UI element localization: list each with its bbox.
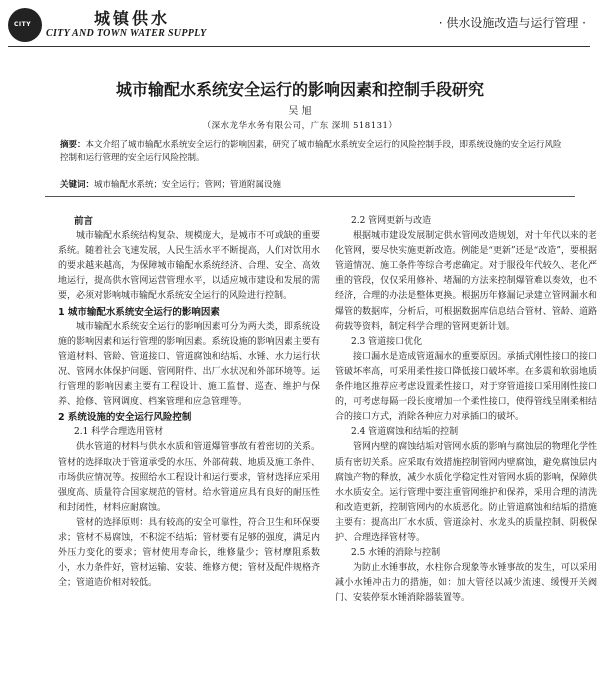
paragraph: 为防止水锤事故，水柱你合现象等水锤事故的发生，可以采用减小水锤冲击力的措施，如：加大管径以减少流速、缓慢开关阀门、安装停泵水锤消除器装置等。 bbox=[335, 563, 597, 604]
journal-name-cn: 城镇供水 bbox=[94, 9, 171, 28]
keywords-label: 关键词： bbox=[60, 180, 95, 190]
subheading-2-2: 2.2 管网更新与改造 bbox=[351, 216, 432, 226]
right-column bbox=[335, 214, 597, 606]
paragraph: 管网内壁的腐蚀结垢对管网水质的影响与腐蚀层的物理化学性质有密切关系。应采取有效措施控制管网内壁腐蚀，避免腐蚀层内腐蚀产物的释放，减少水质化学稳定性对管网水质的影响，保障供水水质安全。运行管理中要注重管网维护和保养，采用合理的清洗和改造更新，控制管网内的水质恶化。防止管道腐蚀和结垢的措施主要有：提高出厂水水质、管道涂衬、水龙头的质量控制、阴极保护、合理选择管材等。 bbox=[335, 442, 597, 543]
paragraph: 供水管道的材料与供水水质和管道爆管事故有着密切的关系。管材的选择取决于管道承受的水压、外部荷载、地质及施工条件、市场供应情况等。按照给水工程设计和运行要求，管材选择应采用强度高、质量符合国家规范的管材。给水管道应具有良好的耐压性和封闭性，材料应耐腐蚀。 bbox=[58, 442, 320, 513]
heading-foreword: 前言 bbox=[74, 216, 94, 227]
subheading-2-5: 2.5 水锤的消除与控制 bbox=[351, 548, 441, 559]
paragraph: 管材的选择原则：具有较高的安全可靠性，符合卫生和环保要求；管材不易腐蚀，不积淀不结垢；管材要有足够的强度，满足内外压力变化的要求；管材使用寿命长，维修量少；管材摩阻系数小，水力条件好，管材运输、安装、维修方便；管材及配件规格齐全；管道造价相对较低。 bbox=[58, 517, 320, 589]
paragraph: 接口漏水是造成管道漏水的重要原因。承插式刚性接口的接口管破坏率高，可采用柔性接口降低接口破坏率。在多震和软弱地质条件地区推荐应考虑设置柔性接口，对于穿管道接口采用刚性接口的，可考虑每隔一段长度增加一个柔性接口，使得管线呈刚柔相结合的接口方式，消除各种应力对承插口的破坏。 bbox=[335, 351, 597, 423]
heading-section-1: 1 城市输配水系统安全运行的影响因素 bbox=[58, 306, 220, 318]
section-label: · 供水设施改造与运行管理 · bbox=[438, 16, 586, 30]
journal-masthead bbox=[8, 6, 248, 44]
paragraph: 城市输配水系统安全运行的影响因素可分为两大类，即系统设施的影响因素和运行管理的影响因素。系统设施的影响因素主要有管道材料、管龄、管道接口、管道腐蚀和结垢、水锤、水力运行状况、管网水体保护问题、管网附件、出厂水状况和外部环境等。运行管理的影响因素主要有工程设计、施工监督、巡查、维护与保养、抢修、管网调度、档案管理和应急管理等。 bbox=[58, 321, 320, 408]
paragraph: 城市输配水系统结构复杂、规模庞大，是城市不可或缺的重要系统。随着社会飞速发展，人民生活水平不断提高，人们对饮用水的要求越来越高，为保障城市输配水系统经济、合理、安全、高效地运行，提高供水管网运营管理水平，以适应城市建设和发展的需要，必须对影响城市输配水系统安全运行的风险进行控制。 bbox=[58, 231, 320, 302]
abstract-divider bbox=[45, 196, 575, 197]
keywords bbox=[60, 179, 568, 192]
paragraph: 根据城市建设发展制定供水管网改造规划，对十年代以来的老化管网，要尽快实施更新改造。例能是“更新”还是“改造”，要根据管道情况、施工条件等综合考虑确定。对于服役年代较久、老化严重的管段，仅仅采用修补、堵漏的方法来控制爆管难以奏效，也不经济，合理的办法是整体更换。根据历年修漏记录建立管网漏水和爆管的数据库，分析后，可根据数据库信息结合管材、管龄、道路荷载等资料，制定科学合理的管网更新计划。 bbox=[335, 231, 597, 332]
abstract-text: 本文介绍了城市输配水系统安全运行的影响因素，研究了城市输配水系统安全运行的风险控制手段，即系统设施的安全运行风险控制和运行管理的安全运行风险控制。 bbox=[60, 140, 562, 163]
subheading-2-3: 2.3 管道接口优化 bbox=[351, 336, 423, 347]
article-author: 吴 旭 bbox=[288, 106, 312, 117]
article-title: 城市输配水系统安全运行的影响因素和控制手段研究 bbox=[115, 80, 484, 99]
subheading-2-4: 2.4 管道腐蚀和结垢的控制 bbox=[351, 427, 459, 438]
journal-name-en: CITY AND TOWN WATER SUPPLY bbox=[46, 28, 207, 39]
logo-text: CITY bbox=[14, 21, 32, 28]
subheading-2-1: 2.1 科学合理选用管材 bbox=[74, 427, 164, 438]
keywords-text: 城市输配水系统；安全运行；管网；管道附属设施 bbox=[94, 180, 282, 190]
abstract-label: 摘要： bbox=[60, 140, 86, 150]
abstract bbox=[60, 139, 568, 165]
article-affiliation: （深水龙华水务有限公司，广东 深圳 518131） bbox=[202, 121, 398, 131]
journal-logo-icon bbox=[8, 8, 42, 42]
header-divider bbox=[8, 46, 590, 47]
left-column bbox=[58, 214, 320, 591]
heading-section-2: 2 系统设施的安全运行风险控制 bbox=[58, 412, 192, 424]
